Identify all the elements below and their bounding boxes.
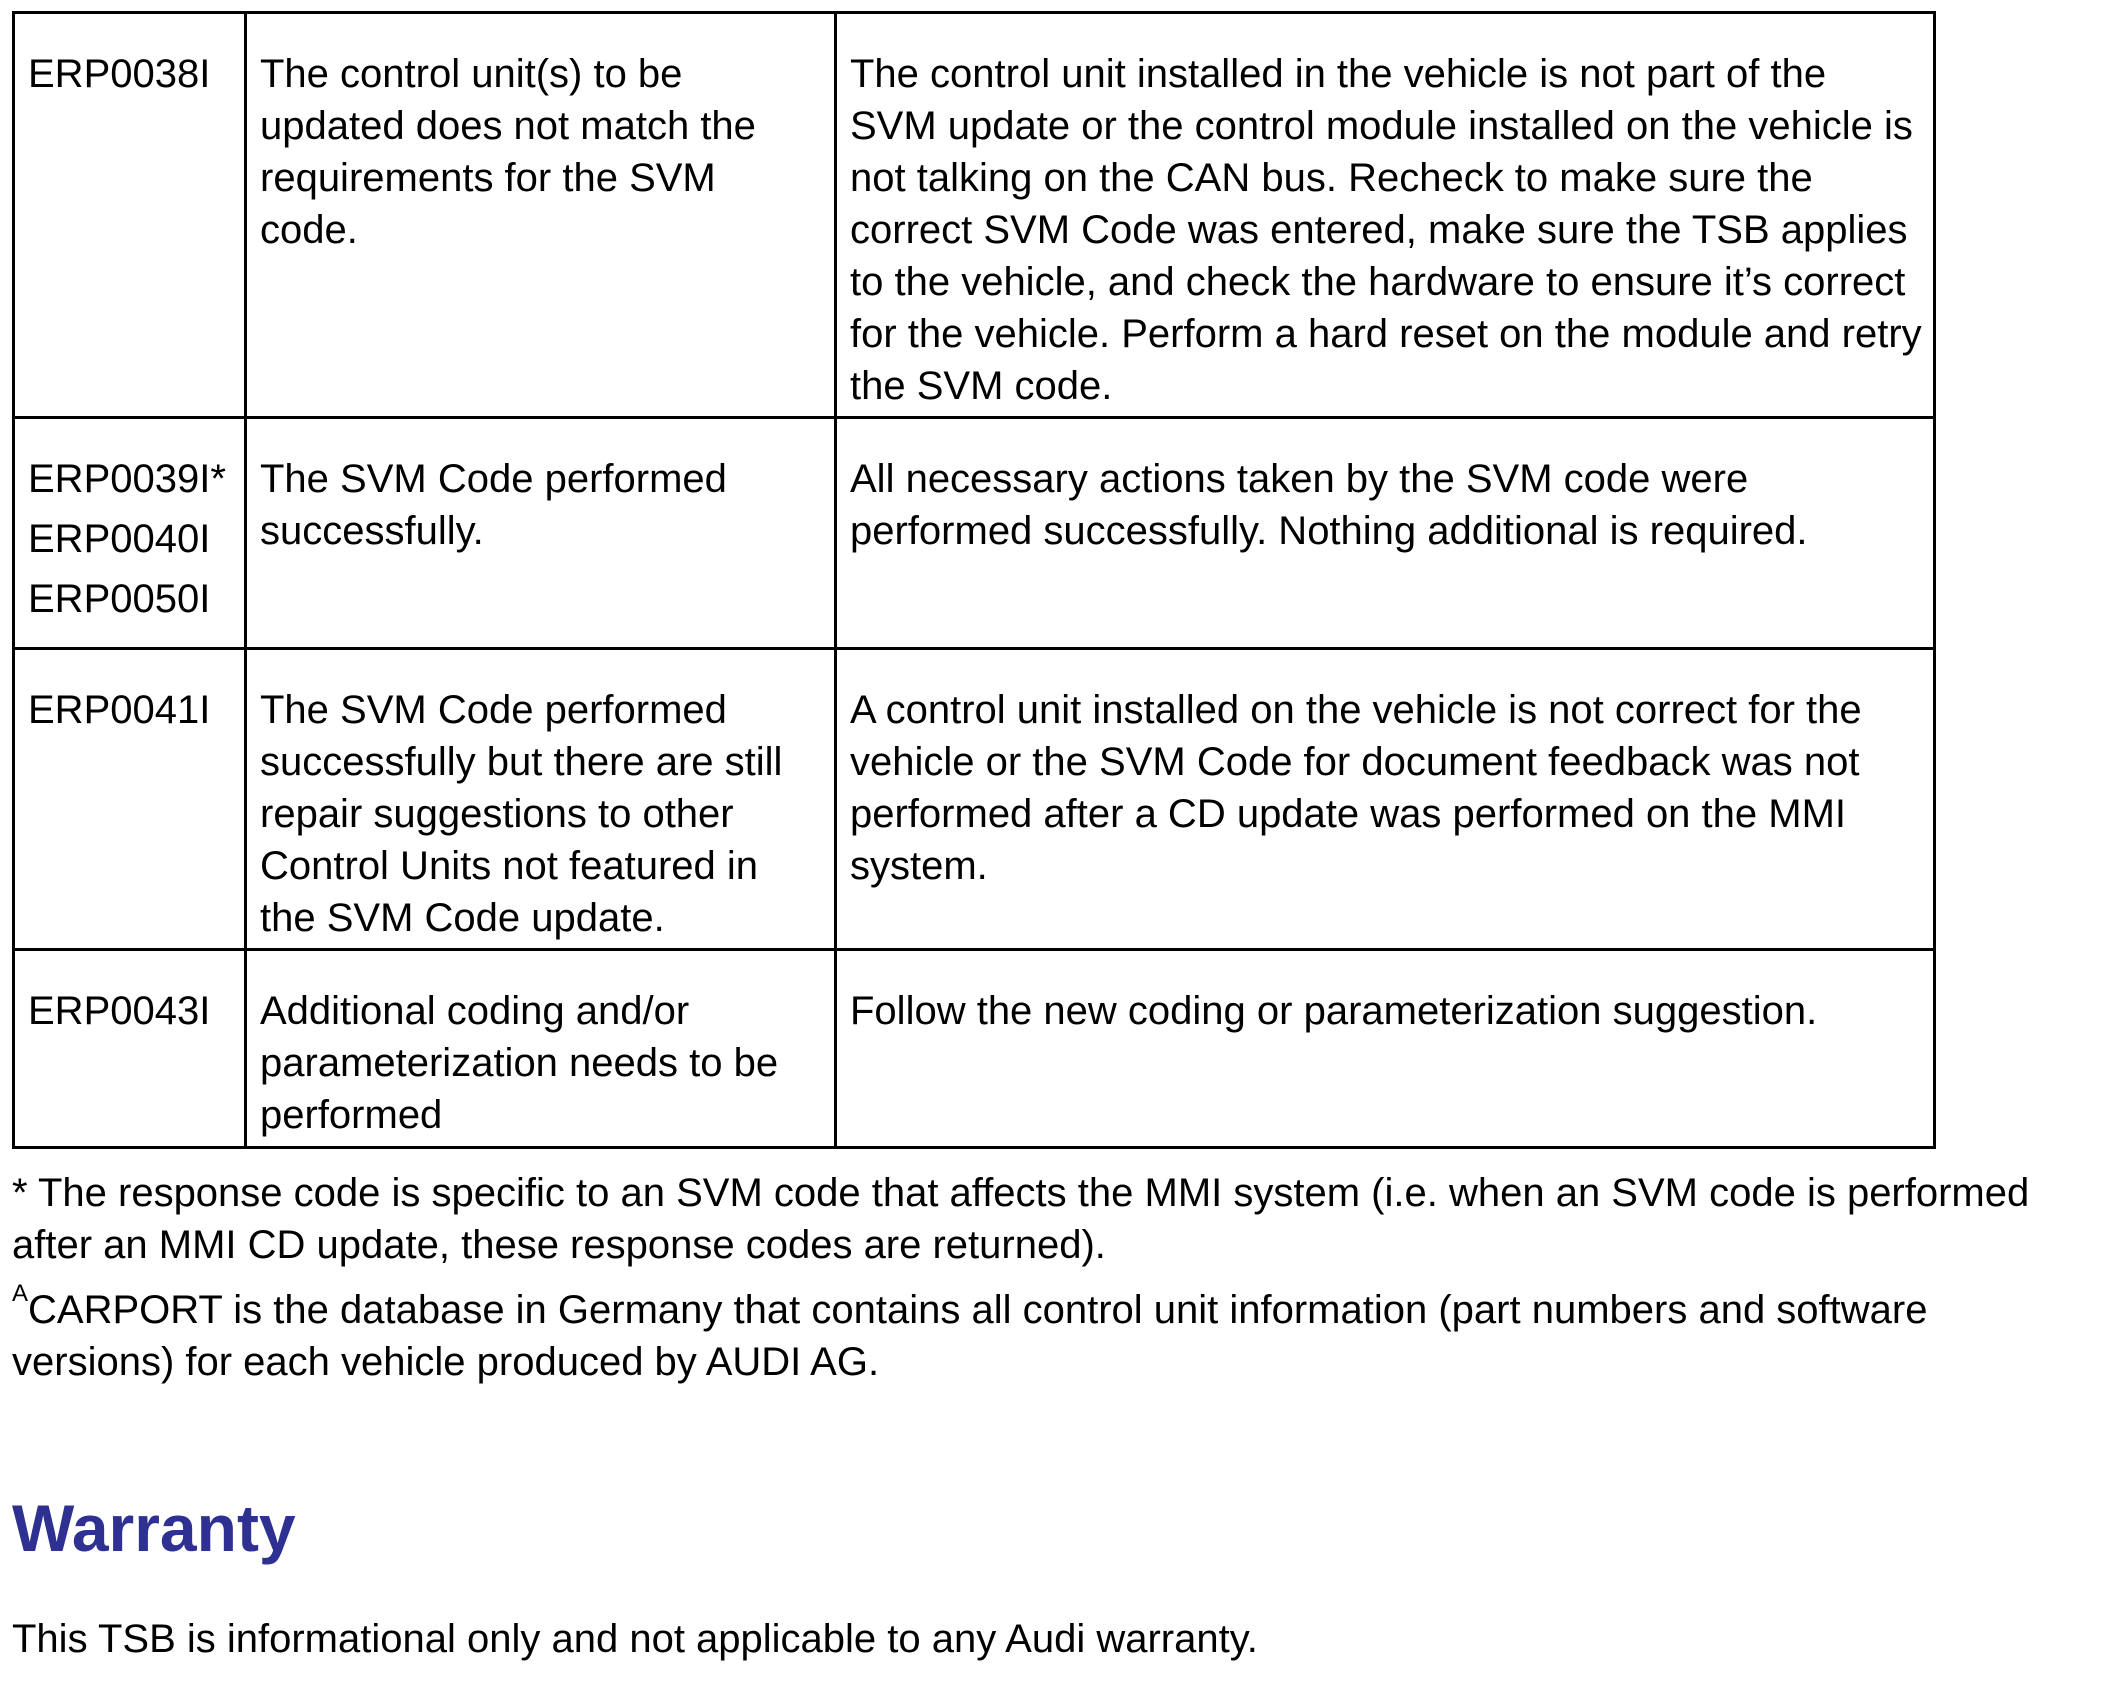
table-row [14,418,1935,649]
response-code: ERP0041I [28,688,211,732]
response-code-cell [14,950,246,1148]
response-code: ERP0043I [28,989,211,1033]
response-code: ERP0050I [28,577,211,621]
asterisk-footnote: * The response code is specific to an SVM code that affects the MMI system (i.e. when an SVM code is performed after an MMI CD update, these response codes are returned). [12,1171,2030,1267]
warranty-heading: Warranty [12,1491,296,1565]
table-row [14,13,1935,418]
action-cell: All necessary actions taken by the SVM code were performed successfully. Nothing additional is required. [836,418,1935,649]
table-row [14,649,1935,950]
footnote-marker: A [12,1280,29,1307]
description-cell: The control unit(s) to be updated does not match the requirements for the SVM code. [246,13,836,418]
warranty-text: This TSB is informational only and not applicable to any Audi warranty. [12,1617,1258,1661]
description-cell: The SVM Code performed successfully but there are still repair suggestions to other Control Units not featured in the SVM Code update. [246,649,836,950]
description-cell: Additional coding and/or parameterization needs to be performed [246,950,836,1148]
carport-footnote [12,1280,2012,1388]
response-code-table [12,11,1936,1149]
response-code: ERP0038I [28,52,211,96]
response-code-cell [14,649,246,950]
response-code: ERP0040I [28,517,211,561]
carport-footnote-text: CARPORT is the database in Germany that contains all control unit information (part numbers and software versions) for each vehicle produced by AUDI AG. [12,1288,1928,1384]
description-cell: The SVM Code performed successfully. [246,418,836,649]
response-code: ERP0039I* [28,457,226,501]
table-row [14,950,1935,1148]
response-code-cell [14,13,246,418]
response-code-cell [14,418,246,649]
action-cell: The control unit installed in the vehicle is not part of the SVM update or the control module installed on the vehicle is not talking on the CAN bus. Recheck to make sure the correct SVM Code was entered, make sure the TSB applies to the vehicle, and check the hardware to ensure it’s correct for the vehicle. Perform a hard reset on the module and retry the SVM code. [836,13,1935,418]
action-cell: A control unit installed on the vehicle is not correct for the vehicle or the SVM Code for document feedback was not performed after a CD update was performed on the MMI system. [836,649,1935,950]
action-cell: Follow the new coding or parameterization suggestion. [836,950,1935,1148]
